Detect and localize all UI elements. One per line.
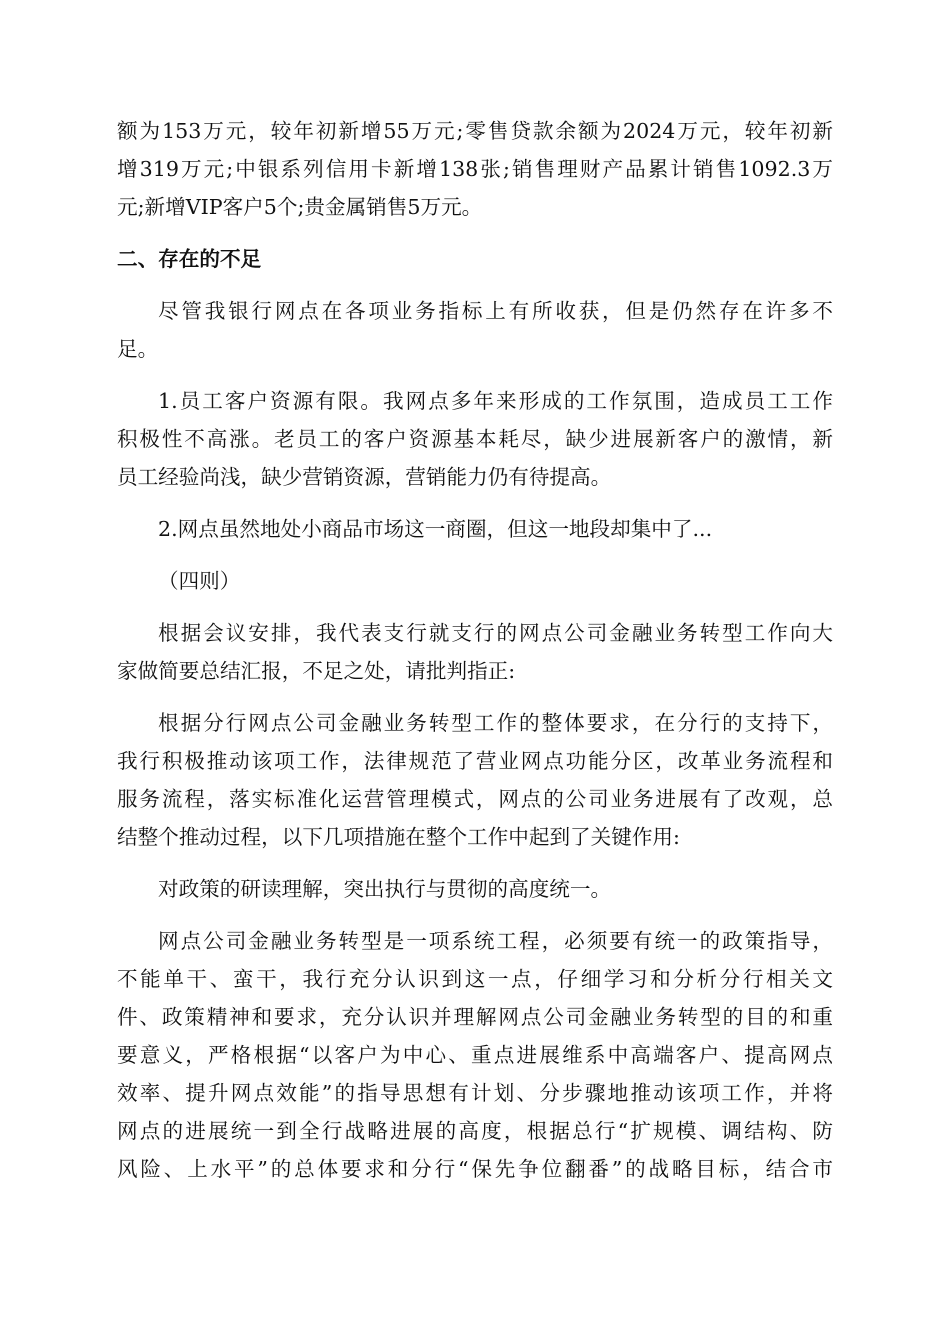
paragraph-1 [117,112,833,226]
paragraph-7 [117,870,833,908]
paragraph-5 [117,614,833,690]
paragraph-line: 增319万元;中银系列信用卡新增138张;销售理财产品累计销售1092.3万 [117,157,833,181]
paragraph-4 [117,510,833,548]
paragraph-line: 服务流程，落实标准化运营管理模式，网点的公司业务进展有了改观，总 [117,787,833,811]
paragraph-line: 我行积极推动该项工作，法律规范了营业网点功能分区，改革业务流程和 [117,749,833,773]
paragraph-line: 元;新增VIP客户5个;贵金属销售5万元。 [117,195,483,219]
paragraph-line: 尽管我银行网点在各项业务指标上有所收获，但是仍然存在许多不 [158,299,833,323]
paragraph-line: 网点公司金融业务转型是一项系统工程，必须要有统一的政策指导， [158,929,833,953]
paragraph-line: 风险、上水平”的总体要求和分行“保先争位翻番”的战略目标，结合市 [117,1157,833,1181]
paragraph-line: 家做简要总结汇报，不足之处，请批判指正: [117,659,516,683]
paragraph-line: 根据会议安排，我代表支行就支行的网点公司金融业务转型工作向大 [158,621,833,645]
paragraph-8 [117,922,833,1188]
paragraph-line: 结整个推动过程，以下几项措施在整个工作中起到了关键作用: [117,825,680,849]
paragraph-line: 2.网点虽然地处小商品市场这一商圈，但这一地段却集中了... [158,517,713,541]
paragraph-line: 网点的进展统一到全行战略进展的高度，根据总行“扩规模、调结构、防 [117,1119,833,1143]
paragraph-line: 效率、提升网点效能”的指导思想有计划、分步骤地推动该项工作，并将 [117,1081,833,1105]
section-heading: 二、存在的不足 [117,247,262,271]
paragraph-line: 不能单干、蛮干，我行充分认识到这一点，仔细学习和分析分行相关文 [117,967,833,991]
paragraph-6 [117,704,833,856]
section-label: （四则） [158,569,241,593]
paragraph-line: 件、政策精神和要求，充分认识并理解网点公司金融业务转型的目的和重 [117,1005,833,1029]
paragraph-line: 足。 [117,337,159,361]
document-body [117,112,833,1188]
paragraph-2 [117,292,833,368]
paragraph-line: 积极性不高涨。老员工的客户资源基本耗尽，缺少进展新客户的激情，新 [117,427,833,451]
paragraph-line: 要意义，严格根据“以客户为中心、重点进展维系中高端客户、提高网点 [117,1043,833,1067]
paragraph-line: 员工经验尚浅，缺少营销资源，营销能力仍有待提高。 [117,465,612,489]
paragraph-line: 根据分行网点公司金融业务转型工作的整体要求，在分行的支持下， [158,711,833,735]
paragraph-line: 1.员工客户资源有限。我网点多年来形成的工作氛围，造成员工工作 [158,389,833,413]
paragraph-3 [117,382,833,496]
paragraph-line: 对政策的研读理解，突出执行与贯彻的高度统一。 [158,877,612,901]
paragraph-line: 额为153万元，较年初新增55万元;零售贷款余额为2024万元，较年初新 [117,119,833,143]
